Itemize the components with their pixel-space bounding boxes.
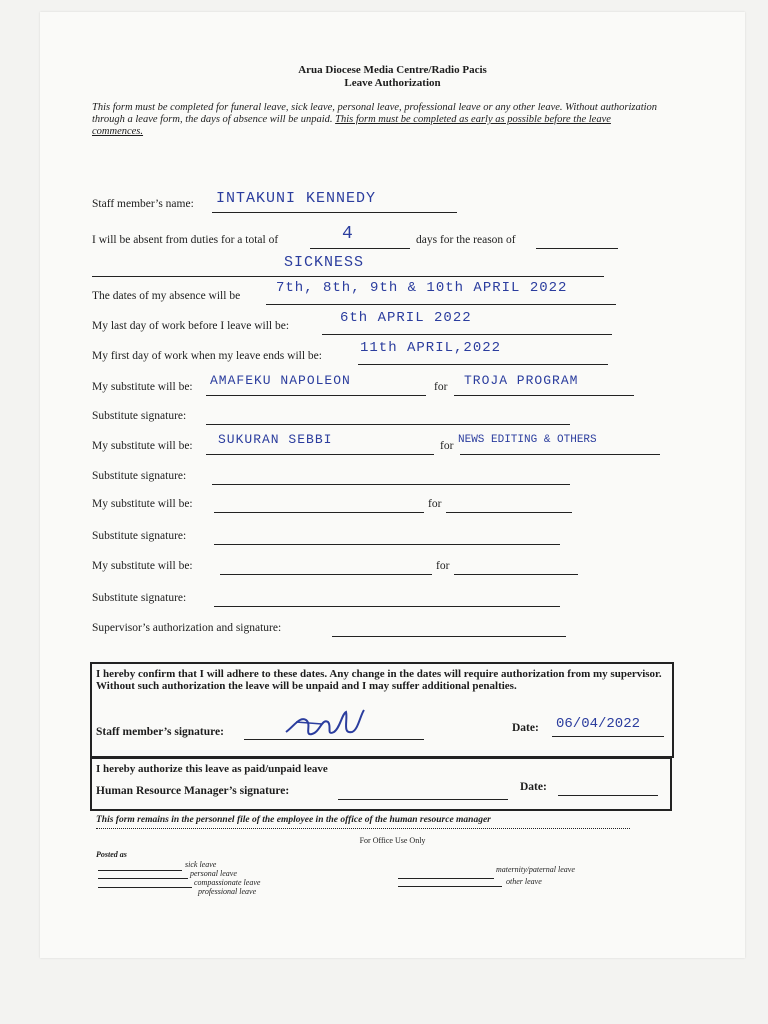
compassionate-leave-line[interactable]: [98, 887, 192, 888]
last-day-value[interactable]: 6th APRIL 2022: [340, 310, 472, 326]
intro-underlined-text: This form must be completed as early as possible before the leave commences.: [92, 114, 611, 137]
staff-name-value[interactable]: INTAKUNI KENNEDY: [216, 190, 377, 207]
first-day-value[interactable]: 11th APRIL,2022: [360, 340, 502, 356]
substitute-1-for-line: [454, 395, 634, 396]
substitute-1-sig-line[interactable]: [206, 424, 570, 425]
staff-name-line: [212, 212, 457, 213]
substitute-1-sig-label: Substitute signature:: [92, 410, 187, 422]
absent-label-2: days for the reason of: [416, 234, 516, 246]
first-day-label: My first day of work when my leave ends will be:: [92, 350, 322, 362]
reason-line-2: [92, 276, 604, 277]
last-day-line: [322, 334, 612, 335]
substitute-4-for-label: for: [436, 560, 450, 572]
substitute-2-for-line: [460, 454, 660, 455]
substitute-1-name-line: [206, 395, 426, 396]
reason-value[interactable]: SICKNESS: [284, 254, 365, 271]
substitute-3-for-line[interactable]: [446, 512, 572, 513]
maternity-leave-line[interactable]: [398, 878, 494, 879]
substitute-4-name-line[interactable]: [220, 574, 432, 575]
confirmation-text: I hereby confirm that I will adhere to these dates. Any change in the dates will require authorization from my supervisor. Without such authorization the leave will be unpaid and I may suffer additional penalties.: [96, 668, 662, 692]
hr-authorization-text: I hereby authorize this leave as paid/unpaid leave: [96, 763, 328, 775]
hr-date-label: Date:: [520, 781, 547, 793]
substitute-4-label: My substitute will be:: [92, 560, 193, 572]
last-day-label: My last day of work before I leave will be:: [92, 320, 290, 332]
reason-line-1: [536, 248, 618, 249]
personnel-file-note: This form remains in the personnel file of the employee in the office of the human resource manager: [96, 815, 491, 825]
sick-leave-line[interactable]: [98, 870, 182, 871]
dates-label: The dates of my absence will be: [92, 290, 241, 302]
substitute-1-name[interactable]: AMAFEKU NAPOLEON: [210, 373, 351, 388]
supervisor-sig-line[interactable]: [332, 636, 566, 637]
substitute-2-label: My substitute will be:: [92, 440, 193, 452]
staff-name-label: Staff member’s name:: [92, 198, 194, 210]
hr-authorization-box: [90, 757, 672, 811]
office-use-label: For Office Use Only: [359, 836, 426, 845]
substitute-4-sig-label: Substitute signature:: [92, 592, 187, 604]
first-day-line: [358, 364, 608, 365]
substitute-2-sig-label: Substitute signature:: [92, 470, 187, 482]
posted-as-label: Posted as: [96, 850, 127, 859]
substitute-1-for-value[interactable]: TROJA PROGRAM: [464, 373, 579, 388]
substitute-2-for-label: for: [440, 440, 454, 452]
supervisor-label: Supervisor’s authorization and signature:: [92, 622, 282, 634]
substitute-3-for-label: for: [428, 498, 442, 510]
form-sheet: [40, 12, 745, 958]
absent-days-line: [310, 248, 410, 249]
maternity-leave-label: maternity/paternal leave: [496, 865, 575, 874]
substitute-3-sig-line[interactable]: [214, 544, 560, 545]
intro-text: This form must be completed for funeral leave, sick leave, personal leave, professional leave or any other leave. Without authorization through a leave form, the days of absence will be unpaid.: [92, 102, 658, 125]
compassionate-leave-label: compassionate leave: [194, 878, 261, 887]
substitute-1-label: My substitute will be:: [92, 381, 193, 393]
staff-handwritten-signature: [282, 706, 372, 742]
dates-line: [266, 304, 616, 305]
substitute-3-label: My substitute will be:: [92, 498, 193, 510]
substitute-2-name[interactable]: SUKURAN SEBBI: [218, 432, 333, 447]
org-title: Arua Diocese Media Centre/Radio Pacis: [298, 64, 487, 76]
absent-days-value[interactable]: 4: [342, 224, 354, 244]
sick-leave-label: sick leave: [185, 860, 217, 869]
form-title: Leave Authorization: [344, 77, 441, 89]
staff-signature-label: Staff member’s signature:: [96, 726, 224, 738]
substitute-1-for-label: for: [434, 381, 448, 393]
professional-leave-label: professional leave: [198, 887, 257, 896]
staff-date-value[interactable]: 06/04/2022: [556, 716, 641, 732]
other-leave-line[interactable]: [398, 886, 502, 887]
staff-date-label: Date:: [512, 722, 539, 734]
substitute-3-name-line[interactable]: [214, 512, 424, 513]
staff-date-line: [552, 736, 664, 737]
personal-leave-label: personal leave: [190, 869, 237, 878]
personal-leave-line[interactable]: [98, 878, 188, 879]
footer-dotted-line: [96, 828, 630, 829]
other-leave-label: other leave: [506, 877, 542, 886]
dates-value[interactable]: 7th, 8th, 9th & 10th APRIL 2022: [276, 280, 568, 296]
hr-signature-label: Human Resource Manager’s signature:: [96, 785, 290, 797]
hr-date-line[interactable]: [558, 795, 658, 796]
substitute-2-name-line: [206, 454, 434, 455]
confirmation-box: [90, 662, 674, 758]
substitute-4-for-line[interactable]: [454, 574, 578, 575]
substitute-3-sig-label: Substitute signature:: [92, 530, 187, 542]
substitute-2-sig-line[interactable]: [212, 484, 570, 485]
substitute-2-for-value[interactable]: NEWS EDITING & OTHERS: [458, 434, 597, 446]
intro-paragraph: [92, 102, 662, 138]
substitute-4-sig-line[interactable]: [214, 606, 560, 607]
absent-label-1: I will be absent from duties for a total of: [92, 234, 279, 246]
hr-signature-line[interactable]: [338, 799, 508, 800]
